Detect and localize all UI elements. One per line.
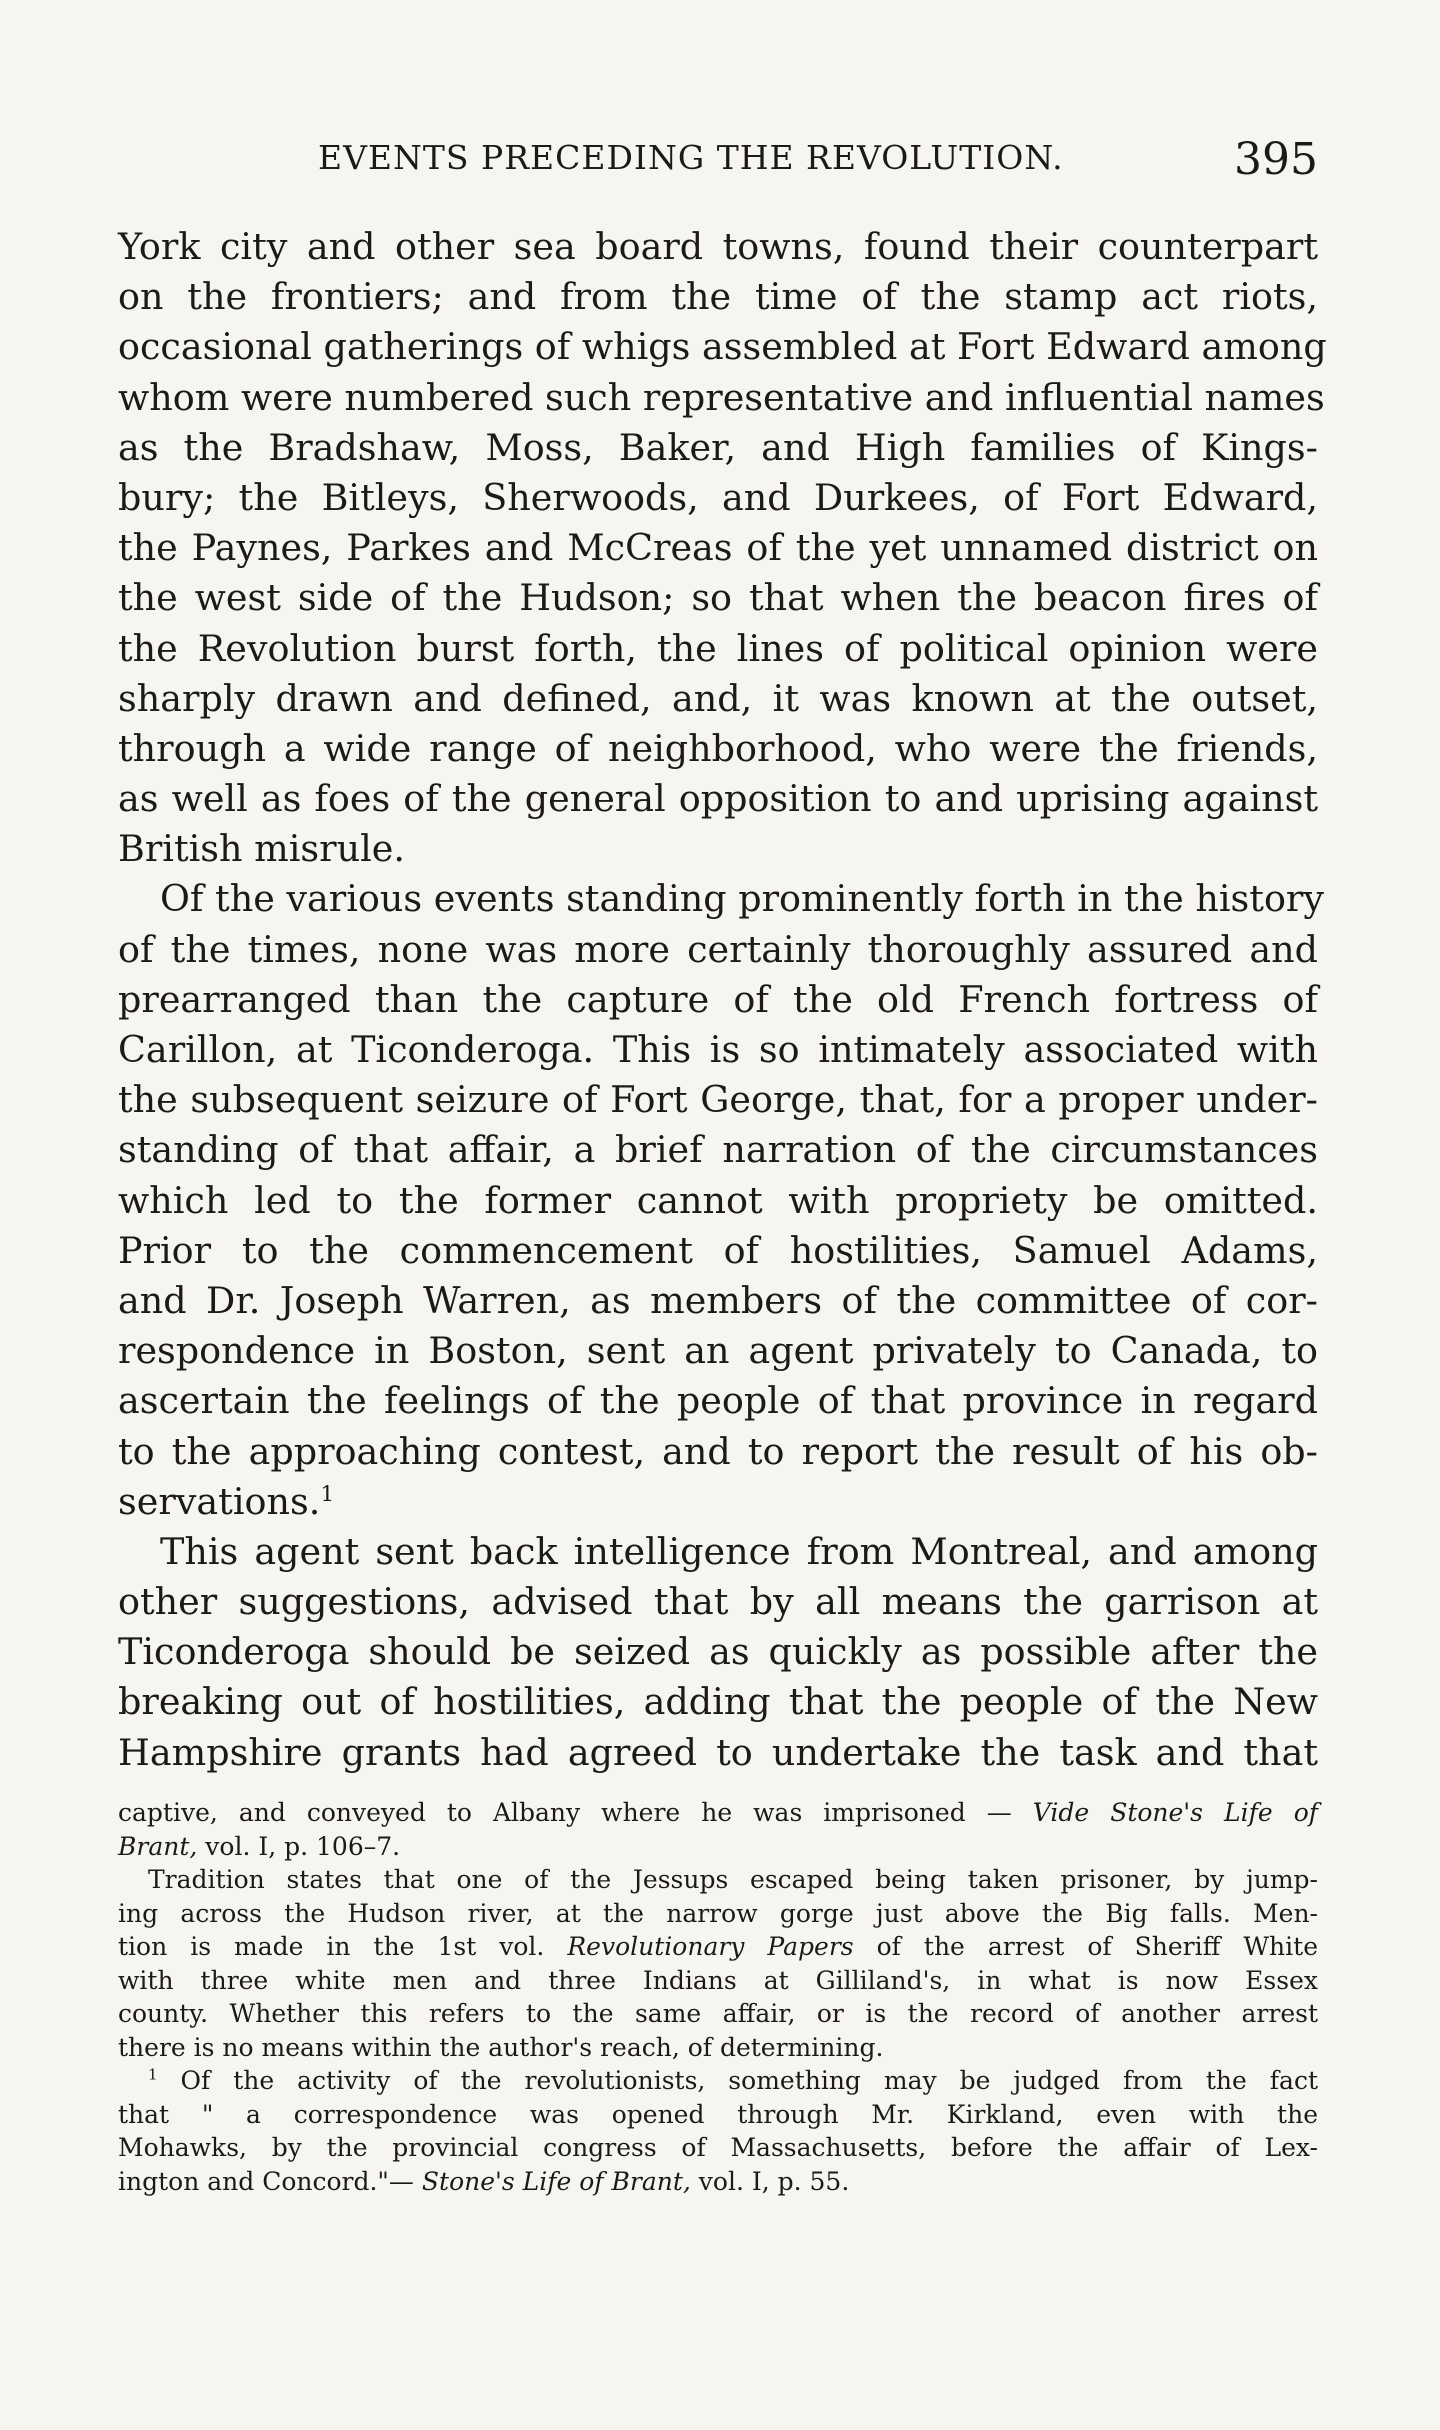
text-line: bury; the Bitleys, Sherwoods, and Durkees, of Fort Edward, xyxy=(118,475,1318,519)
text-line: standing of that affair, a brief narration of the circumstances xyxy=(118,1128,1318,1172)
text-line: prearranged than the capture of the old French fortress of xyxy=(118,977,1318,1021)
footnote-citation: Revolutionary Papers xyxy=(567,1932,854,1961)
text-line: as the Bradshaw, Moss, Baker, and High families of Kings- xyxy=(118,425,1318,469)
footnote-continued xyxy=(118,1796,1318,1863)
footnote-text: vol. I, p. 55. xyxy=(690,2166,850,2196)
text-line: the west side of the Hudson; so that when the beacon fires of xyxy=(118,576,1318,620)
footnote-line: Mohawks, by the provincial congress of Massachusetts, before the affair of Lex- xyxy=(118,2133,1318,2162)
running-title: EVENTS PRECEDING THE REVOLUTION. xyxy=(318,138,1064,177)
footnote-line: there is no means within the author's reach, of determining. xyxy=(118,2032,884,2062)
footnote-text: ington and Concord."— xyxy=(118,2166,422,2196)
footnote-1 xyxy=(118,2064,1318,2198)
text-line: British misrule. xyxy=(118,827,405,871)
footnote-line xyxy=(118,1930,1318,1964)
text-line: whom were numbered such representative and influential names xyxy=(118,375,1325,419)
text-line: York city and other sea board towns, found their counterpart xyxy=(118,225,1318,268)
text-line: This agent sent back intelligence from Montreal, and among xyxy=(160,1529,1318,1573)
footnote-line: county. Whether this refers to the same affair, or is the record of another arrest xyxy=(118,1999,1318,2028)
text-line: occasional gatherings of whigs assembled at Fort Edward among xyxy=(118,325,1327,369)
footnote-citation: Vide Stone's Life of xyxy=(1032,1798,1318,1827)
footnote-line xyxy=(118,1830,1318,1864)
text-line: of the times, none was more certainly thoroughly assured and xyxy=(118,927,1318,971)
paragraph-2 xyxy=(118,874,1324,1526)
text-line: on the frontiers; and from the time of the stamp act riots, xyxy=(118,275,1318,319)
footnote-citation: Brant, xyxy=(118,1831,198,1861)
text-line: Of the various events standing prominently forth in the history xyxy=(160,877,1324,921)
text-line: the Revolution burst forth, the lines of political opinion were xyxy=(118,626,1318,670)
text-line: ascertain the feelings of the people of that province in regard xyxy=(118,1379,1318,1423)
text-line: through a wide range of neighborhood, who were the friends, xyxy=(118,726,1318,770)
footnote-line xyxy=(118,1796,1318,1830)
footnote-line: that " a correspondence was opened through Mr. Kirkland, even with the xyxy=(118,2099,1318,2129)
footnote-text: of the arrest of Sheriff White xyxy=(853,1932,1318,1961)
text-line: breaking out of hostilities, adding that the people of the New xyxy=(118,1680,1318,1724)
text-line: other suggestions, advised that by all means the garrison at xyxy=(118,1580,1318,1624)
paragraph-1 xyxy=(118,222,1327,874)
footnote-line: with three white men and three Indians at Gilliland's, in what is now Essex xyxy=(118,1965,1318,1995)
footnote-text: captive, and conveyed to Albany where he was imprisoned — xyxy=(118,1798,1033,1827)
paragraph-3 xyxy=(118,1527,1318,1778)
text-line: Hampshire grants had agreed to undertake the task and that xyxy=(118,1730,1318,1774)
footnotes xyxy=(118,1796,1318,2198)
footnote-line: ing across the Hudson river, at the narrow gorge just above the Big falls. Men- xyxy=(118,1898,1318,1928)
text-line: to the approaching contest, and to report the result of his ob- xyxy=(118,1429,1318,1473)
text-line: which led to the former cannot with propriety be omitted. xyxy=(118,1178,1318,1222)
footnote-text: vol. I, p. 106–7. xyxy=(197,1831,401,1861)
page-number: 395 xyxy=(1234,134,1318,185)
text-line xyxy=(118,1477,1318,1527)
footnote-marker: 1 xyxy=(148,2065,158,2084)
text-line-content: servations. xyxy=(118,1479,321,1523)
footnote-citation: Stone's Life of Brant, xyxy=(421,2166,691,2196)
text-line: and Dr. Joseph Warren, as members of the committee of cor- xyxy=(118,1278,1318,1322)
footnote-line: Tradition states that one of the Jessups escaped being taken prisoner, by jump- xyxy=(148,1865,1318,1894)
footnote-line xyxy=(118,2165,1318,2199)
footnote-marker: 1 xyxy=(320,1481,335,1507)
text-line: Ticonderoga should be seized as quickly as possible after the xyxy=(118,1630,1318,1674)
text-line: respondence in Boston, sent an agent privately to Canada, to xyxy=(118,1329,1318,1373)
text-line: Carillon, at Ticonderoga. This is so intimately associated with xyxy=(118,1028,1318,1071)
running-head xyxy=(118,134,1318,198)
text-line: as well as foes of the general opposition to and uprising against xyxy=(118,777,1318,821)
footnote-text: Of the activity of the revolutionists, something may be judged from the fact xyxy=(180,2066,1318,2095)
text-line: Prior to the commencement of hostilities, Samuel Adams, xyxy=(118,1228,1318,1272)
text-line: sharply drawn and defined, and, it was known at the outset, xyxy=(118,676,1318,720)
body-text xyxy=(118,222,1327,1778)
footnote-tradition xyxy=(118,1863,1318,2064)
text-line: the Paynes, Parkes and McCreas of the yet unnamed district on xyxy=(118,526,1318,570)
text-line: the subsequent seizure of Fort George, that, for a proper under- xyxy=(118,1078,1318,1122)
footnote-text: tion is made in the 1st vol. xyxy=(118,1932,568,1961)
footnote-line xyxy=(118,2064,1318,2098)
